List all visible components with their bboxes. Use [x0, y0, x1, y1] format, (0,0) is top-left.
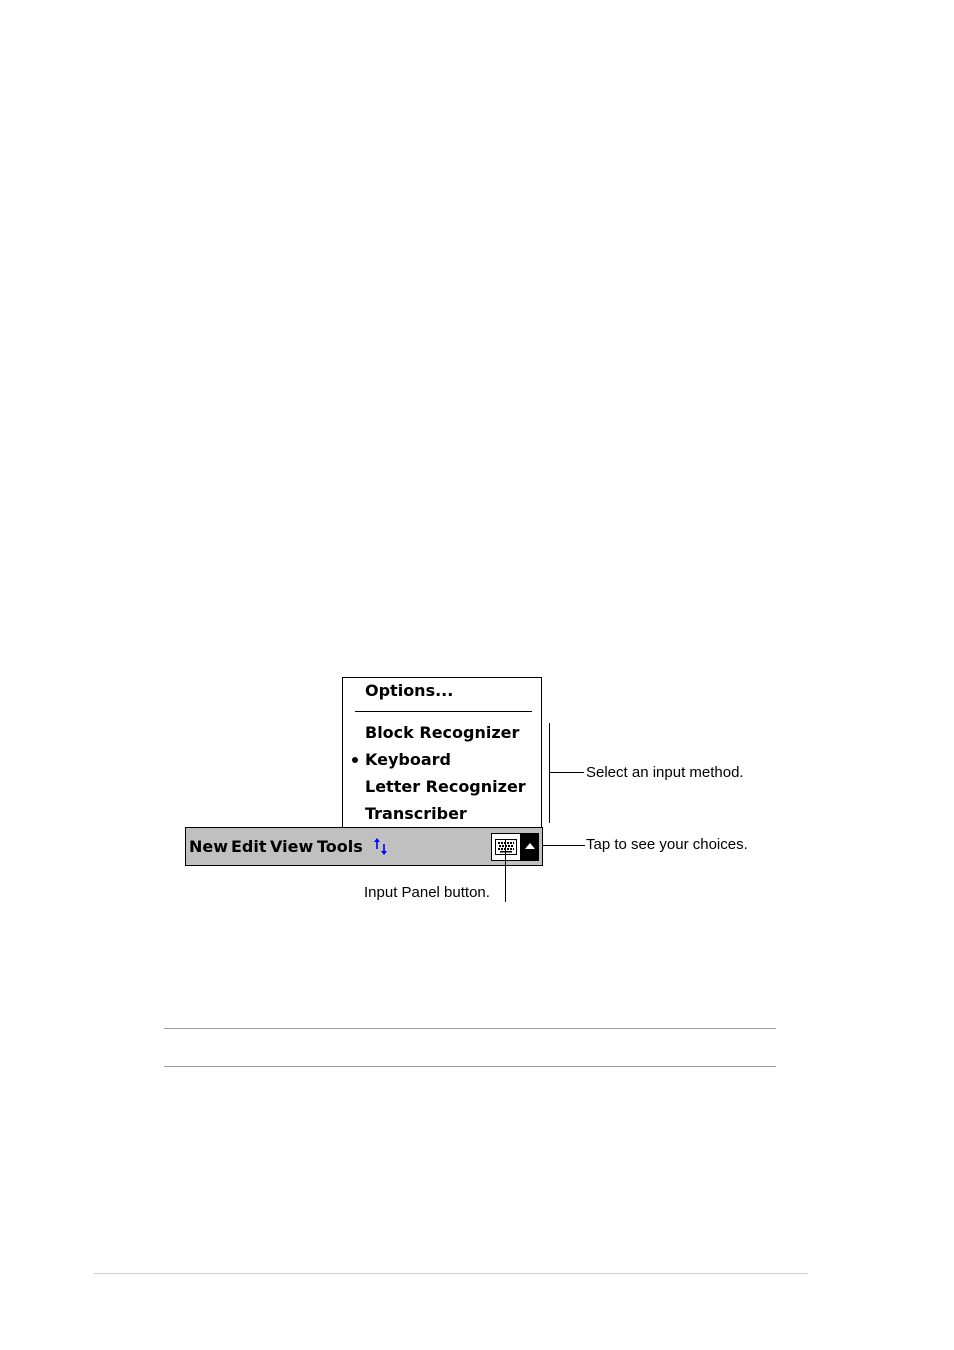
- menu-view[interactable]: View: [270, 837, 314, 856]
- input-panel-button[interactable]: [491, 833, 521, 861]
- selected-bullet-icon: [352, 757, 358, 763]
- callout-leader-line: [543, 845, 585, 846]
- divider-rule: [164, 1066, 776, 1067]
- footer-rule: [94, 1273, 808, 1274]
- callout-tap-choices: Tap to see your choices.: [586, 836, 748, 853]
- menu-item-options[interactable]: Options...: [365, 681, 454, 700]
- menu-item-block-recognizer[interactable]: Block Recognizer: [365, 723, 520, 742]
- input-method-menu: [342, 677, 542, 827]
- menu-new[interactable]: New: [189, 837, 229, 856]
- keyboard-icon: [495, 839, 517, 855]
- callout-input-panel: Input Panel button.: [364, 884, 490, 901]
- callout-leader-line: [549, 772, 584, 773]
- menu-item-letter-recognizer[interactable]: Letter Recognizer: [365, 777, 526, 796]
- menu-separator: [355, 711, 532, 712]
- menu-item-keyboard[interactable]: Keyboard: [365, 750, 451, 769]
- menu-item-transcriber[interactable]: Transcriber: [365, 804, 467, 823]
- menu-tools[interactable]: Tools: [317, 837, 363, 856]
- callout-select-method: Select an input method.: [586, 764, 744, 781]
- command-bar: [185, 827, 543, 866]
- up-arrow-icon: [524, 842, 536, 850]
- sync-arrows-icon[interactable]: [372, 837, 390, 857]
- callout-leader-line: [505, 840, 506, 902]
- divider-rule: [164, 1028, 776, 1029]
- callout-bracket-line: [549, 723, 550, 823]
- menu-edit[interactable]: Edit: [231, 837, 267, 856]
- input-selector-arrow[interactable]: [521, 833, 539, 861]
